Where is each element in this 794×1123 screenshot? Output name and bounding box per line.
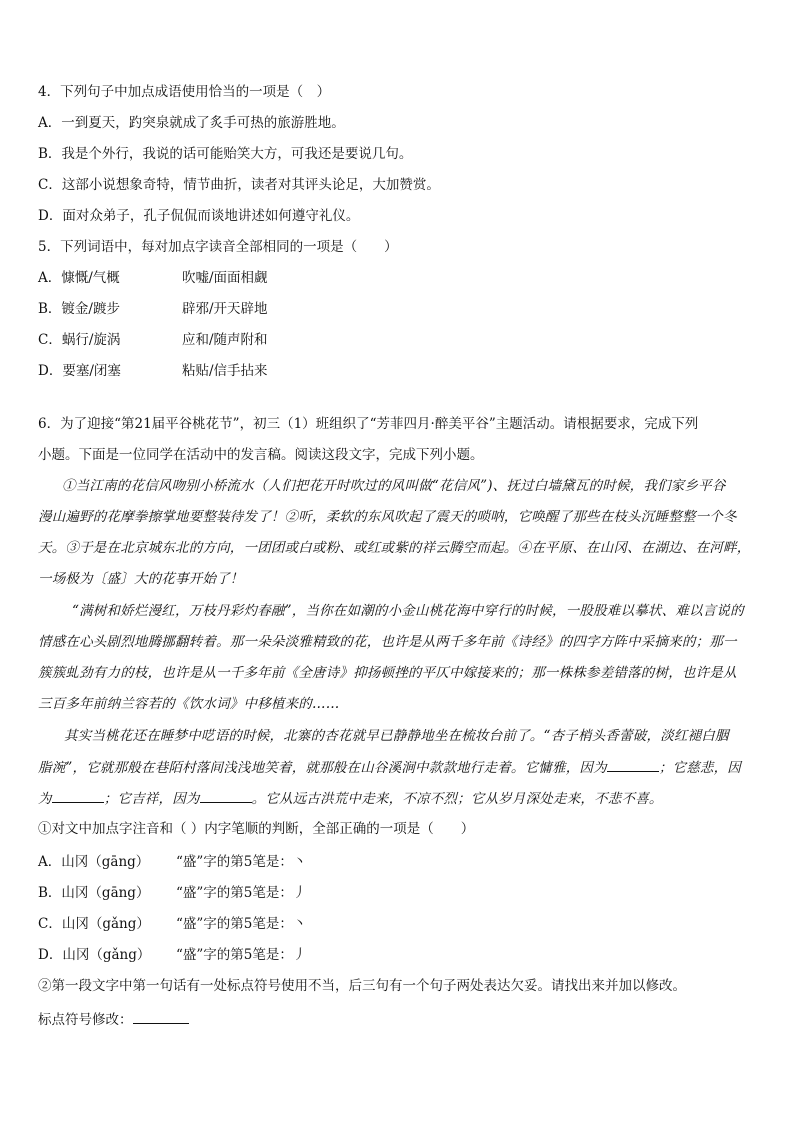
passage-line: 簇簇虬劲有力的枝，也许是从一千多年前《全唐诗》抑扬顿挫的平仄中嫁接来的；那一株株参差错落的树，也许是从 [38,665,737,681]
option-right: 粘贴/信手拈来 [182,363,268,379]
passage-line: ①当江南的花信风吻别小桥流水（人们把花开时吹过的风叫做“花信风”)、抚过白墙黛瓦的时候，我们家乡平谷 [62,478,726,494]
option-right: 吹嘘/面面相觑 [182,270,268,286]
option-left: 蜗行/旋涡 [61,332,121,348]
passage-text: 。它从远古洪荒中走来，不凉不烈；它从岁月深处走来，不悲不喜。 [251,791,663,807]
passage-line [38,788,758,809]
passage-line: 情感在心头剧烈地腾挪翻转着。那一朵朵淡雅精致的花，也许是从两千多年前《诗经》的四字方阵中采摘来的；那一 [38,634,737,650]
option-letter: A． [38,270,62,286]
option-right: 辟邪/开天辟地 [182,301,268,317]
passage-line: 三百多年前纳兰容若的《饮水词》中移植来的…… [38,696,340,712]
q6-sub1-option-d [38,945,758,965]
stroke-text: “盛”字的第5笔是： [176,947,293,963]
q5-option-d [38,361,758,381]
option-word: 山冈（gāng） [61,854,150,870]
option-left: 慷慨/气概 [61,270,120,286]
passage-text: ；它慈悲，因 [658,760,742,776]
q6-sub1-option-a [38,852,758,872]
stroke-text: “盛”字的第5笔是： [176,916,293,932]
stroke-text: “盛”字的第5笔是： [176,885,293,901]
option-letter: C． [38,332,62,348]
passage-line: 其实当桃花还在睡梦中呓语的时候，北寨的杏花就早已静静地坐在梳妆台前了。“杏子梢头香蕾破，淡红褪白胭 [64,728,729,744]
stroke-glyph: 丿 [292,885,307,901]
answer-blank[interactable] [133,1009,189,1024]
q6-sub1-option-b [38,883,758,903]
q4-option-c: C．这部小说想象奇特，情节曲折，读者对其评头论足，大加赞赏。 [38,177,440,193]
option-word: 山冈（gāng） [61,885,150,901]
q4-option-a: A．一到夏天，趵突泉就成了炙手可热的旅游胜地。 [38,115,345,131]
passage-line: 天。③于是在北京城东北的方向，一团团或白或粉、或红或紫的祥云腾空而起。④在平原、在山冈、在湖边、在河畔， [38,540,751,556]
option-letter: D． [38,363,63,379]
q6-intro-line1: 6．为了迎接“第21届平谷桃花节”，初三（1）班组织了“芳菲四月·醉美平谷”主题活动。请根据要求，完成下列 [38,416,699,432]
option-right: 应和/随声附和 [182,332,268,348]
passage-text: ；它吉祥，因为 [103,791,200,807]
q6-sub1-stem: ①对文中加点字注音和（ ）内字笔顺的判断，全部正确的一项是（ ） [38,821,475,837]
q6-intro-line2: 小题。下面是一位同学在活动中的发言稿。阅读这段文字，完成下列小题。 [38,447,484,463]
passage-text: 为 [38,791,52,807]
option-left: 镀金/踱步 [61,301,120,317]
option-word: 山冈（gǎng） [62,947,151,963]
option-stroke [176,852,305,872]
option-stroke [176,883,305,903]
stroke-glyph: 丿 [292,947,307,963]
option-letter: A． [38,854,62,870]
option-stroke [176,914,305,934]
passage-line: 一场极为〔盛〕大的花事开始了！ [38,571,244,587]
q4-option-d: D．面对众弟子，孔子侃侃而谈地讲述如何遵守礼仪。 [38,208,360,224]
q4-option-b: B．我是个外行，我说的话可能贻笑大方，可我还是要说几句。 [38,146,413,162]
q5-stem: 5．下列词语中，每对加点字读音全部相同的一项是（ ） [38,239,398,255]
answer-blank[interactable] [52,788,104,803]
option-letter: D． [38,947,63,963]
passage-line [38,757,758,778]
answer-blank[interactable] [200,788,252,803]
q5-option-a [38,268,758,288]
q5-option-b [38,299,758,319]
answer-label: 标点符号修改： [38,1012,133,1028]
stroke-glyph: 丶 [292,854,307,870]
option-left: 要塞/闭塞 [62,363,121,379]
stroke-glyph: 丶 [292,916,307,932]
answer-blank[interactable] [607,757,659,772]
passage-line: 漫山遍野的花摩拳擦掌地要整装待发了！②听，柔软的东风吹起了震天的唢呐，它唤醒了那些在枝头沉睡整整一个冬 [38,509,737,525]
option-letter: B． [38,885,62,901]
passage-text: 脂涴”，它就那般在巷陌村落间浅浅地笑着，就那般在山谷溪涧中款款地行走着。它慵雅，因为 [38,760,607,776]
stroke-text: “盛”字的第5笔是： [176,854,293,870]
q6-sub1-option-c [38,914,758,934]
q6-sub2-answer [38,1009,758,1030]
option-word: 山冈（gǎng） [61,916,150,932]
option-letter: C． [38,916,62,932]
option-stroke [176,945,305,965]
passage-line: “满树和娇烂漫红，万枝丹彩灼春融”，当你在如潮的小金山桃花海中穿行的时候，一股股难以摹状、难以言说的 [72,603,744,619]
option-letter: B． [38,301,62,317]
q4-stem: 4．下列句子中加点成语使用恰当的一项是（ ） [38,84,331,100]
q6-sub2-stem: ②第一段文字中第一句话有一处标点符号使用不当，后三句有一个句子两处表达欠妥。请找出来并加以修改。 [38,978,686,994]
q5-option-c [38,330,758,350]
